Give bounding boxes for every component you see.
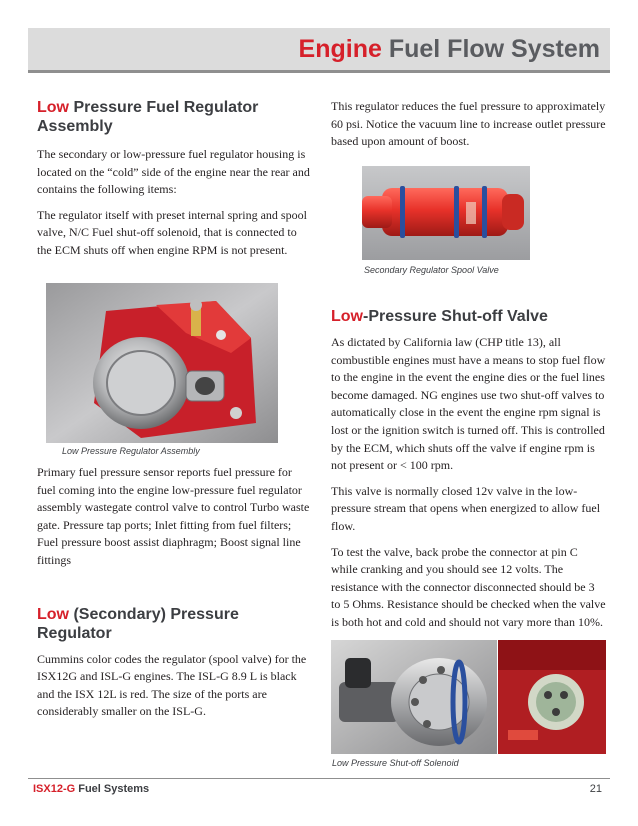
- right-column: [331, 98, 606, 151]
- page-number: 21: [589, 783, 602, 795]
- section-heading-secondary-pressure-regulator: [37, 605, 313, 643]
- caption-secondary-regulator-spool-valve: Secondary Regulator Spool Valve: [364, 265, 499, 275]
- paragraph: To test the valve, back probe the connector at pin C while cranking and you should see 12 volts. The resistance with the connector disconnected should be 3 to 5 Ohms. Resistance should be checked when the valve is both hot and cold and should not vary more than 10%.: [331, 544, 606, 629]
- paragraph: Primary fuel pressure sensor reports fuel pressure for fuel coming into the engine low-pressure fuel regulator assembly wastegate control valve to control Turbo waste gate. Pressure tap ports; Inlet fitting from fuel filters; Fuel pressure boost assist diaphragm; Boost signal line fittings: [37, 465, 310, 567]
- shut-off-solenoid-image: [331, 640, 497, 754]
- photo-shut-off-solenoid: [331, 640, 497, 754]
- footer-rule: [28, 778, 610, 779]
- photo-shut-off-connector: [498, 640, 606, 754]
- right-column-lower: [331, 307, 606, 632]
- connector-image: [498, 640, 606, 754]
- paragraph: The regulator itself with preset internal spring and spool valve, N/C Fuel shut-off solenoid, that is connected to the ECM shuts off when engine RPM is not present.: [37, 207, 307, 257]
- regulator-assembly-image: [46, 283, 278, 443]
- heading-rest: -Pressure Shut-off Valve: [363, 308, 548, 325]
- heading-rest: Pressure Fuel Regulator Assembly: [37, 99, 259, 135]
- section-heading-low-pressure-fuel-regulator: [37, 98, 313, 136]
- heading-accent: Low: [37, 99, 69, 116]
- caption-shut-off-solenoid: Low Pressure Shut-off Solenoid: [332, 758, 459, 768]
- heading-rest: (Secondary) Pressure Regulator: [37, 605, 239, 642]
- paragraph: As dictated by California law (CHP title 13), all combustible engines must have a means to stop fuel flow to the engine in the event the engine dies or the fuel lines become damaged. NG engines use two shut-off valves to automatically close in the event the engine rpm signal is lost or the ignition switch is turned off. This is controlled by the ECM, which shuts off the valve if engine rpm is not present or < 100 rpm.: [331, 335, 606, 473]
- heading-accent: Low: [331, 308, 363, 325]
- caption-low-pressure-regulator-assembly: Low Pressure Regulator Assembly: [62, 446, 200, 456]
- page-title-rest: Fuel Flow System: [381, 35, 600, 63]
- paragraph: This valve is normally closed 12v valve in the low-pressure stream that opens when energized to allow fuel flow.: [331, 483, 601, 533]
- photo-low-pressure-regulator-assembly: [46, 283, 278, 443]
- page-title: [299, 30, 600, 68]
- section-heading-shut-off-valve: [331, 307, 606, 326]
- left-column-lower: [37, 464, 313, 721]
- page-title-accent: Engine: [298, 35, 382, 63]
- heading-accent: Low: [37, 605, 69, 623]
- paragraph: The secondary or low-pressure fuel regulator housing is located on the “cold” side of the engine near the rear and contains the following items:: [37, 147, 310, 197]
- footer-label-rest: Fuel Systems: [75, 783, 150, 795]
- paragraph: Cummins color codes the regulator (spool valve) for the ISX12G and ISL-G engines. The ISL-G 8.9 L is black and the ISX 12L is red. The size of the ports are considerably smaller on the ISL-G.: [37, 651, 307, 719]
- header-rule: [28, 70, 610, 73]
- spool-valve-image: [362, 166, 530, 260]
- footer-label: [33, 783, 149, 795]
- footer-label-accent: ISX12-G: [33, 783, 76, 795]
- paragraph: This regulator reduces the fuel pressure to approximately 60 psi. Notice the vacuum line to increase outlet pressure based upon amount of boost.: [331, 99, 606, 149]
- left-column: [37, 98, 313, 260]
- photo-secondary-regulator-spool-valve: [362, 166, 530, 260]
